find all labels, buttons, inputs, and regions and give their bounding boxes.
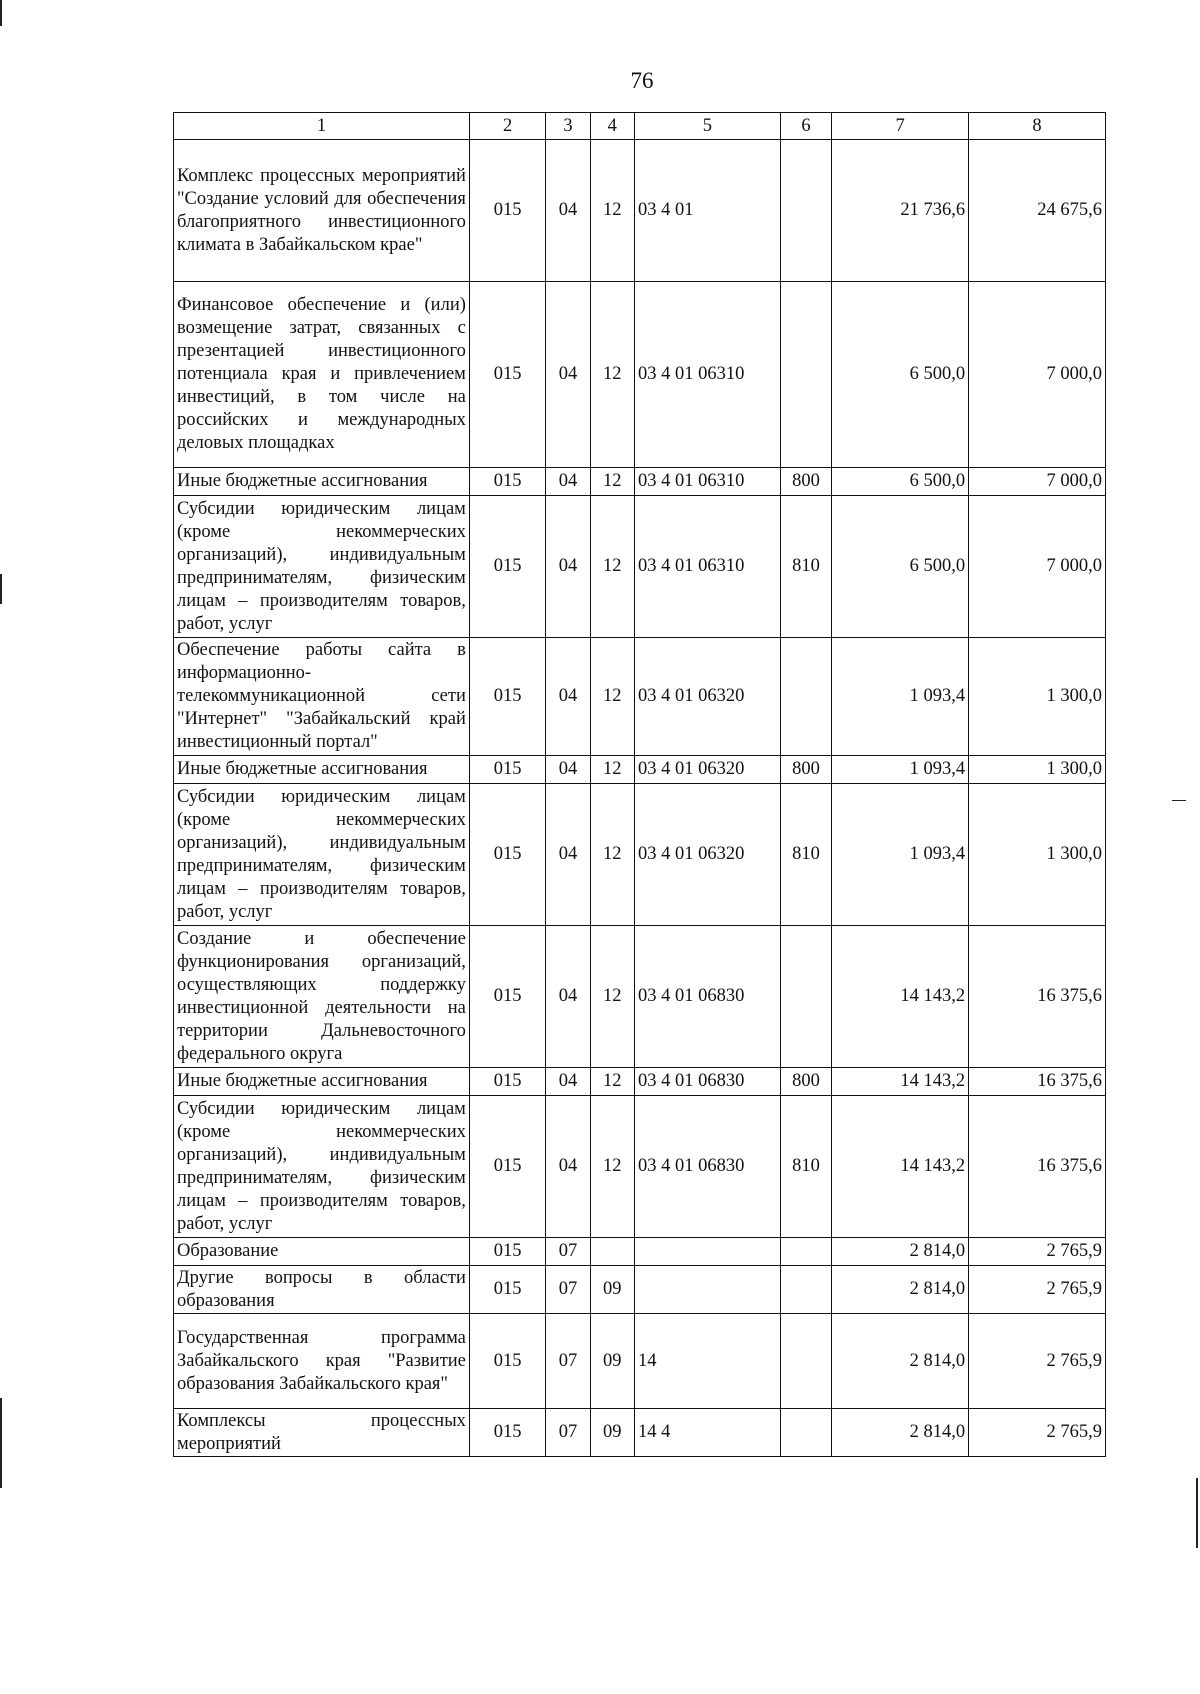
cell-ministry: 015: [469, 1096, 545, 1238]
cell-amount-1: 1 093,4: [832, 638, 969, 756]
cell-ministry: 015: [469, 1266, 545, 1314]
cell-section: 04: [546, 496, 590, 638]
cell-ministry: 015: [469, 756, 545, 784]
row-name: Образование: [174, 1238, 470, 1266]
cell-expense-type: 810: [780, 784, 831, 926]
cell-ministry: 015: [469, 1409, 545, 1457]
cell-subsection: 12: [590, 1068, 634, 1096]
table-row: [174, 1096, 1106, 1238]
cell-expense-type: 810: [780, 496, 831, 638]
cell-section: 07: [546, 1238, 590, 1266]
cell-target-article: 03 4 01 06830: [634, 926, 780, 1068]
cell-expense-type: [780, 926, 831, 1068]
cell-ministry: 015: [469, 638, 545, 756]
table-row: [174, 784, 1106, 926]
table-row: [174, 1314, 1106, 1409]
scan-mark: [1172, 800, 1186, 801]
cell-target-article: 03 4 01 06310: [634, 468, 780, 496]
cell-expense-type: [780, 282, 831, 468]
cell-target-article: 03 4 01 06320: [634, 638, 780, 756]
cell-target-article: [634, 1266, 780, 1314]
cell-amount-1: 2 814,0: [832, 1238, 969, 1266]
cell-ministry: 015: [469, 784, 545, 926]
cell-expense-type: [780, 1314, 831, 1409]
cell-target-article: 03 4 01 06320: [634, 756, 780, 784]
row-name: Иные бюджетные ассигнования: [174, 1068, 470, 1096]
cell-amount-1: 6 500,0: [832, 468, 969, 496]
cell-expense-type: 800: [780, 1068, 831, 1096]
cell-amount-2: 7 000,0: [969, 282, 1106, 468]
row-name: Комплекс процессных мероприятий "Создание условий для обеспечения благоприятного инвестиционного климата в Забайкальском крае": [174, 140, 470, 282]
cell-target-article: 03 4 01: [634, 140, 780, 282]
cell-ministry: 015: [469, 1068, 545, 1096]
cell-subsection: 12: [590, 468, 634, 496]
table-row: [174, 756, 1106, 784]
cell-expense-type: [780, 1409, 831, 1457]
table-row: [174, 282, 1106, 468]
table-row: [174, 140, 1106, 282]
cell-ministry: 015: [469, 140, 545, 282]
cell-section: 07: [546, 1266, 590, 1314]
row-name: Иные бюджетные ассигнования: [174, 756, 470, 784]
table-row: [174, 468, 1106, 496]
cell-subsection: 12: [590, 1096, 634, 1238]
cell-ministry: 015: [469, 1238, 545, 1266]
row-name: Субсидии юридическим лицам (кроме некоммерческих организаций), индивидуальным предпринимателям, физическим лицам – производителям товаров, работ, услуг: [174, 1096, 470, 1238]
table-row: [174, 1068, 1106, 1096]
cell-amount-1: 6 500,0: [832, 282, 969, 468]
row-name: Комплексы процессных мероприятий: [174, 1409, 470, 1457]
scan-mark: [1196, 1478, 1198, 1548]
cell-subsection: [590, 1238, 634, 1266]
cell-section: 04: [546, 638, 590, 756]
cell-amount-2: 2 765,9: [969, 1266, 1106, 1314]
table-row: [174, 1409, 1106, 1457]
row-name: Другие вопросы в области образования: [174, 1266, 470, 1314]
cell-amount-2: 1 300,0: [969, 638, 1106, 756]
cell-amount-2: 24 675,6: [969, 140, 1106, 282]
cell-amount-2: 2 765,9: [969, 1238, 1106, 1266]
row-name: Субсидии юридическим лицам (кроме некоммерческих организаций), индивидуальным предпринимателям, физическим лицам – производителям товаров, работ, услуг: [174, 784, 470, 926]
row-name: Иные бюджетные ассигнования: [174, 468, 470, 496]
cell-target-article: [634, 1238, 780, 1266]
cell-amount-1: 14 143,2: [832, 1096, 969, 1238]
cell-section: 07: [546, 1409, 590, 1457]
row-name: Субсидии юридическим лицам (кроме некоммерческих организаций), индивидуальным предпринимателям, физическим лицам – производителям товаров, работ, услуг: [174, 496, 470, 638]
scan-mark: [0, 0, 2, 26]
cell-amount-2: 1 300,0: [969, 756, 1106, 784]
cell-amount-2: 16 375,6: [969, 1096, 1106, 1238]
cell-target-article: 03 4 01 06830: [634, 1096, 780, 1238]
cell-amount-1: 14 143,2: [832, 1068, 969, 1096]
cell-subsection: 09: [590, 1266, 634, 1314]
cell-amount-1: 1 093,4: [832, 784, 969, 926]
cell-amount-1: 2 814,0: [832, 1266, 969, 1314]
cell-amount-2: 1 300,0: [969, 784, 1106, 926]
header-cell: 3: [546, 113, 590, 140]
cell-subsection: 09: [590, 1314, 634, 1409]
cell-ministry: 015: [469, 496, 545, 638]
cell-section: 04: [546, 468, 590, 496]
cell-expense-type: 810: [780, 1096, 831, 1238]
cell-amount-1: 6 500,0: [832, 496, 969, 638]
cell-subsection: 12: [590, 784, 634, 926]
cell-target-article: 03 4 01 06830: [634, 1068, 780, 1096]
cell-ministry: 015: [469, 1314, 545, 1409]
cell-amount-2: 2 765,9: [969, 1314, 1106, 1409]
cell-expense-type: 800: [780, 468, 831, 496]
cell-ministry: 015: [469, 926, 545, 1068]
cell-subsection: 12: [590, 496, 634, 638]
cell-expense-type: [780, 1266, 831, 1314]
cell-ministry: 015: [469, 468, 545, 496]
row-name: Государственная программа Забайкальского края "Развитие образования Забайкальского края": [174, 1314, 470, 1409]
cell-section: 04: [546, 1068, 590, 1096]
table-header-row: [174, 113, 1106, 140]
row-name: Обеспечение работы сайта в информационно-телекоммуникационной сети "Интернет" "Забайкальский край инвестиционный портал": [174, 638, 470, 756]
table-row: [174, 1238, 1106, 1266]
cell-target-article: 03 4 01 06320: [634, 784, 780, 926]
cell-ministry: 015: [469, 282, 545, 468]
cell-section: 04: [546, 784, 590, 926]
header-cell: 1: [174, 113, 470, 140]
row-name: Создание и обеспечение функционирования организаций, осуществляющих поддержку инвестиционной деятельности на территории Дальневосточного федерального округа: [174, 926, 470, 1068]
cell-amount-1: 21 736,6: [832, 140, 969, 282]
cell-amount-1: 14 143,2: [832, 926, 969, 1068]
cell-amount-1: 1 093,4: [832, 756, 969, 784]
cell-subsection: 12: [590, 638, 634, 756]
header-cell: 4: [590, 113, 634, 140]
cell-target-article: 03 4 01 06310: [634, 496, 780, 638]
cell-expense-type: [780, 140, 831, 282]
scan-mark: [0, 1398, 2, 1488]
table-row: [174, 926, 1106, 1068]
cell-subsection: 12: [590, 756, 634, 784]
cell-amount-2: 16 375,6: [969, 926, 1106, 1068]
page-number: 76: [630, 68, 654, 93]
cell-target-article: 14 4: [634, 1409, 780, 1457]
cell-amount-1: 2 814,0: [832, 1314, 969, 1409]
cell-expense-type: 800: [780, 756, 831, 784]
table-row: [174, 496, 1106, 638]
cell-expense-type: [780, 638, 831, 756]
cell-amount-2: 7 000,0: [969, 468, 1106, 496]
cell-amount-2: 16 375,6: [969, 1068, 1106, 1096]
cell-section: 04: [546, 282, 590, 468]
cell-section: 04: [546, 926, 590, 1068]
table-row: [174, 638, 1106, 756]
header-cell: 7: [832, 113, 969, 140]
cell-target-article: 03 4 01 06310: [634, 282, 780, 468]
cell-section: 04: [546, 1096, 590, 1238]
cell-subsection: 09: [590, 1409, 634, 1457]
header-cell: 2: [469, 113, 545, 140]
cell-section: 07: [546, 1314, 590, 1409]
cell-subsection: 12: [590, 140, 634, 282]
budget-table: [173, 112, 1106, 1457]
cell-expense-type: [780, 1238, 831, 1266]
header-cell: 6: [780, 113, 831, 140]
header-cell: 5: [634, 113, 780, 140]
cell-subsection: 12: [590, 926, 634, 1068]
header-cell: 8: [969, 113, 1106, 140]
cell-subsection: 12: [590, 282, 634, 468]
cell-target-article: 14: [634, 1314, 780, 1409]
table-row: [174, 1266, 1106, 1314]
scan-mark: [0, 574, 2, 604]
row-name: Финансовое обеспечение и (или) возмещение затрат, связанных с презентацией инвестиционного потенциала края и привлечением инвестиций, в том числе на российских и международных деловых площадках: [174, 282, 470, 468]
cell-section: 04: [546, 756, 590, 784]
cell-amount-1: 2 814,0: [832, 1409, 969, 1457]
cell-amount-2: 2 765,9: [969, 1409, 1106, 1457]
cell-section: 04: [546, 140, 590, 282]
cell-amount-2: 7 000,0: [969, 496, 1106, 638]
